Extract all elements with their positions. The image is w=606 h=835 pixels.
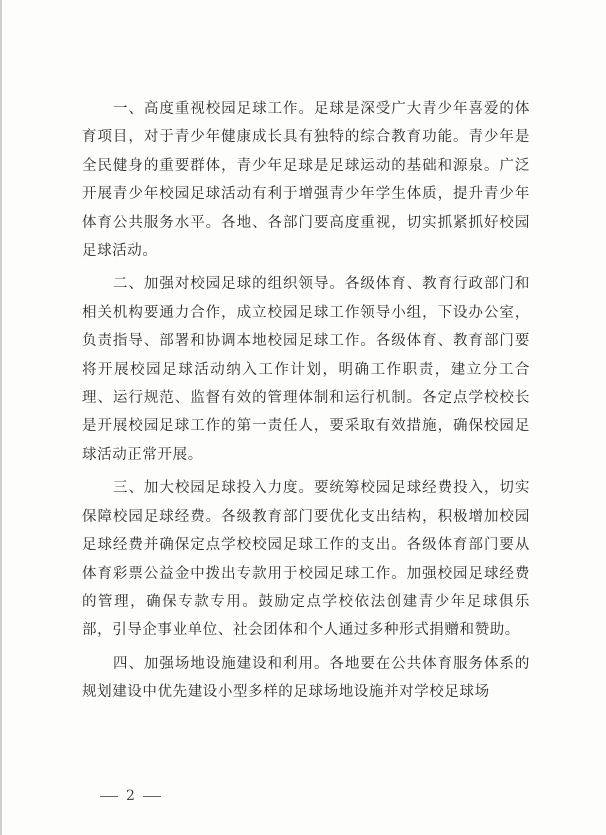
document-body bbox=[82, 95, 530, 712]
page-number: 2 bbox=[126, 788, 135, 804]
paragraph-4: 四、加强场地设施建设和利用。各地要在公共体育服务体系的规划建设中优先建设小型多样的足球场地设施并对学校足球场 bbox=[82, 655, 530, 701]
paragraph-3: 三、加大校园足球投入力度。要统筹校园足球经费投入，切实保障校园足球经费。各级教育部门要优化支出结构，积极增加校园足球经费并确保定点学校校园足球工作的支出。各级体育部门要从体育彩票公益金中拨出专款用于校园足球工作。加强校园足球经费的管理，确保专款专用。鼓励定点学校依法创建青少年足球俱乐部，引导企事业单位、社会团体和个人通过多种形式捐赠和赞助。 bbox=[82, 480, 530, 639]
footer-dash-right bbox=[143, 796, 161, 797]
page-footer bbox=[92, 788, 169, 804]
page-left-edge bbox=[0, 0, 2, 835]
footer-dash-left bbox=[100, 796, 118, 797]
paragraph-1: 一、高度重视校园足球工作。足球是深受广大青少年喜爱的体育项目，对于青少年健康成长具有独特的综合教育功能。青少年是全民健身的重要群体，青少年足球是足球运动的基础和源泉。广泛开展青少年校园足球活动有利于增强青少年学生体质，提升青少年体育公共服务水平。各地、各部门要高度重视，切实抓紧抓好校园足球活动。 bbox=[82, 101, 530, 260]
paragraph-2: 二、加强对校园足球的组织领导。各级体育、教育行政部门和相关机构要通力合作，成立校园足球工作领导小组，下设办公室，负责指导、部署和协调本地校园足球工作。各级体育、教育部门要将开展校园足球活动纳入工作计划，明确工作职责，建立分工合理、运行规范、监督有效的管理体制和运行机制。各定点学校校长是开展校园足球工作的第一责任人，要采取有效措施，确保校园足球活动正常开展。 bbox=[82, 276, 530, 463]
